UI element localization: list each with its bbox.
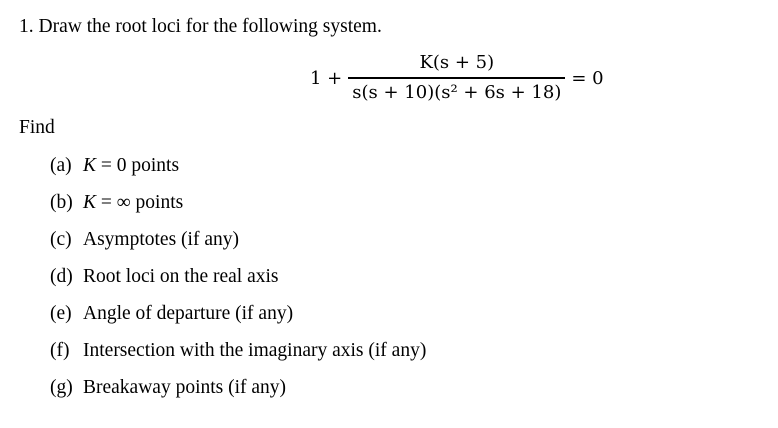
equation-numerator: K(s + 5) (419, 52, 495, 74)
task-marker: (e) (50, 303, 72, 324)
equation-rhs: = 0 (571, 67, 604, 89)
task-marker: (c) (50, 229, 72, 250)
transfer-function-fraction (348, 52, 565, 103)
task-marker: (a) (50, 155, 72, 176)
task-marker: (d) (50, 266, 73, 287)
task-marker: (b) (50, 192, 73, 213)
task-item-c (50, 228, 426, 265)
problem-statement: 1. Draw the root loci for the following system. (19, 16, 382, 37)
task-item-g (50, 376, 426, 413)
characteristic-equation (310, 48, 604, 108)
task-text: Angle of departure (if any) (83, 303, 294, 324)
equation-denominator: s(s + 10)(s² + 6s + 18) (352, 81, 562, 103)
task-item-a (50, 154, 426, 191)
task-symbol: K (83, 192, 97, 213)
task-symbol: K (83, 155, 97, 176)
task-marker: (f) (50, 340, 70, 361)
task-text: = ∞ points (96, 192, 184, 213)
task-item-f (50, 339, 426, 376)
task-text: Breakaway points (if any) (83, 377, 287, 398)
task-list (50, 154, 426, 413)
task-text: Root loci on the real axis (83, 266, 279, 287)
task-item-b (50, 191, 426, 228)
task-text: Intersection with the imaginary axis (if any) (83, 340, 427, 361)
equation-lhs: 1 + (310, 67, 343, 89)
task-item-e (50, 302, 426, 339)
find-heading: Find (19, 117, 55, 138)
task-text: = 0 points (96, 155, 180, 176)
task-item-d (50, 265, 426, 302)
task-text: Asymptotes (if any) (83, 229, 239, 250)
task-marker: (g) (50, 377, 73, 398)
